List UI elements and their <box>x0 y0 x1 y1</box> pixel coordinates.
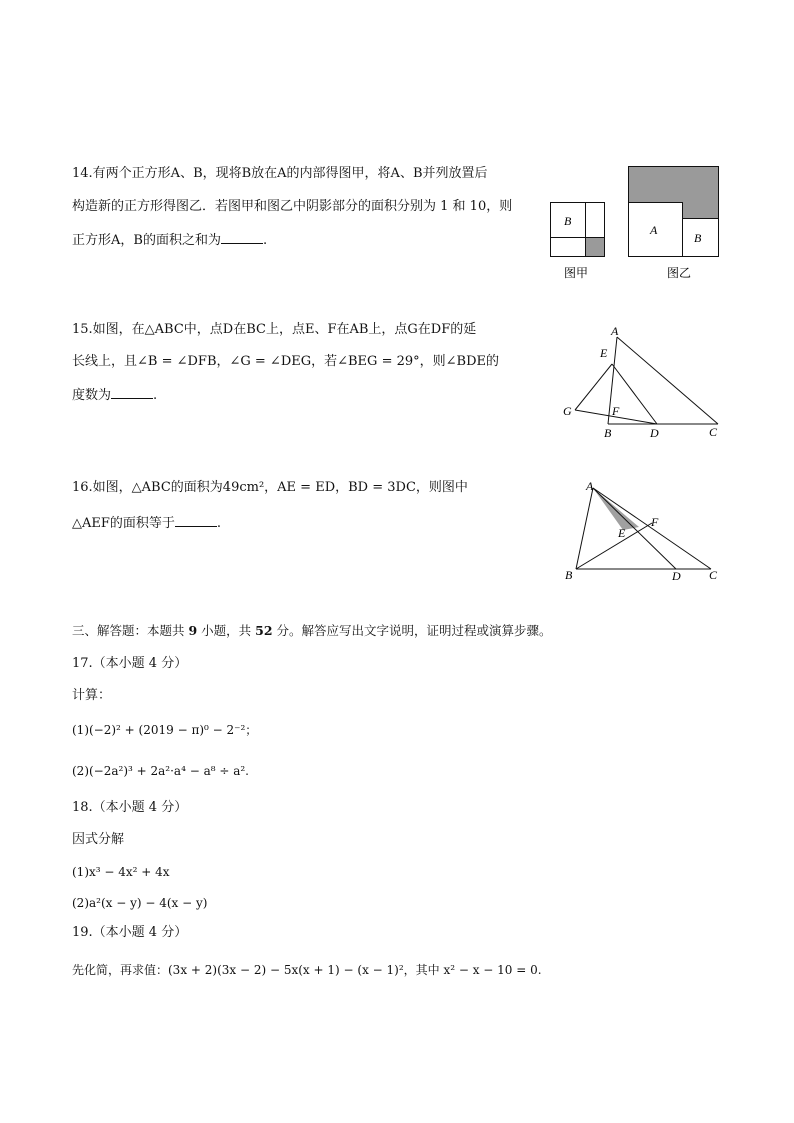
label-E: E <box>600 346 608 360</box>
label-A: A <box>586 479 594 493</box>
answer-blank-16[interactable] <box>175 514 217 527</box>
label-A: A <box>611 324 619 338</box>
q15-line3-text: 度数为 <box>72 388 112 403</box>
figure-yi-shaded-region <box>628 166 718 218</box>
figure-jia-label-B: B <box>564 214 572 228</box>
q17-prompt: 计算： <box>72 688 112 703</box>
section3-heading-mid: 小题，共 <box>197 623 256 638</box>
figure-yi-label-B: B <box>694 231 702 245</box>
label-D: D <box>650 426 659 440</box>
q14-figures <box>548 164 722 282</box>
q15-line3-end: . <box>153 388 158 403</box>
q19-text: 先化简，再求值：(3x + 2)(3x − 2) − 5x(x + 1) − (x − 1)²，其中 x² − x − 10 = 0. <box>72 963 542 977</box>
answer-blank-15[interactable] <box>111 386 153 399</box>
q15-line3 <box>72 386 157 404</box>
q17-part1: (1)(−2)² + (2019 − π)⁰ − 2⁻²； <box>72 723 258 737</box>
q15-triangle-figure <box>558 320 728 444</box>
q18-title: 18.（本小题 4 分） <box>72 800 188 815</box>
q16-line2-text: △AEF的面积等于 <box>72 516 175 531</box>
label-B: B <box>565 568 573 582</box>
q15-line2: 长线上，且∠B = ∠DFB，∠G = ∠DEG，若∠BEG = 29°，则∠BDE的 <box>72 354 499 369</box>
label-C: C <box>709 568 718 582</box>
section3-points: 52 <box>255 623 273 638</box>
figure-jia <box>551 203 605 257</box>
q14-line3-end: . <box>262 233 268 248</box>
q17-part2: (2)(−2a²)³ + 2a²·a⁴ − a⁸ ÷ a². <box>72 764 249 778</box>
figure-yi <box>628 166 719 257</box>
section3-heading-pre: 三、解答题：本题共 <box>72 623 189 638</box>
q14-line3-text: 正方形A，B的面积之和为 <box>72 233 221 248</box>
q14-line1: 14.有两个正方形A、B，现将B放在A的内部得图甲，将A、B并列放置后 <box>72 166 488 181</box>
q16-line2 <box>72 514 221 532</box>
q14-line2: 构造新的正方形得图乙．若图甲和图乙中阴影部分的面积分别为 1 和 10，则 <box>72 199 513 214</box>
q18-part2: (2)a²(x − y) − 4(x − y) <box>72 896 208 910</box>
section3-count: 9 <box>188 623 198 638</box>
label-D: D <box>672 569 681 583</box>
answer-blank-14[interactable] <box>221 231 263 244</box>
q17-title: 17.（本小题 4 分） <box>72 656 188 671</box>
q15-line1: 15.如图，在△ABC中，点D在BC上，点E、F在AB上，点G在DF的延 <box>72 322 477 337</box>
q16-triangle-figure <box>560 478 730 588</box>
section3-heading <box>72 623 552 639</box>
label-C: C <box>709 425 718 439</box>
q16-line1: 16.如图，△ABC的面积为49cm²，AE = ED，BD = 3DC，则图中 <box>72 480 468 495</box>
label-B: B <box>604 426 612 440</box>
figure-jia-caption: 图甲 <box>564 266 589 280</box>
q19-title: 19.（本小题 4 分） <box>72 925 188 940</box>
q14-line3 <box>72 231 267 249</box>
figure-yi-label-A: A <box>650 223 658 237</box>
label-E: E <box>618 526 626 540</box>
figure-yi-caption: 图乙 <box>667 266 692 280</box>
label-F: F <box>612 404 620 418</box>
label-G: G <box>563 404 572 418</box>
figure-jia-shaded-square <box>586 238 604 256</box>
q18-part1: (1)x³ − 4x² + 4x <box>72 865 170 879</box>
label-F: F <box>651 515 659 529</box>
section3-heading-post: 分。解答应写出文字说明，证明过程或演算步骤。 <box>272 623 552 638</box>
q16-line2-end: . <box>216 516 222 531</box>
q18-prompt: 因式分解 <box>72 832 125 847</box>
